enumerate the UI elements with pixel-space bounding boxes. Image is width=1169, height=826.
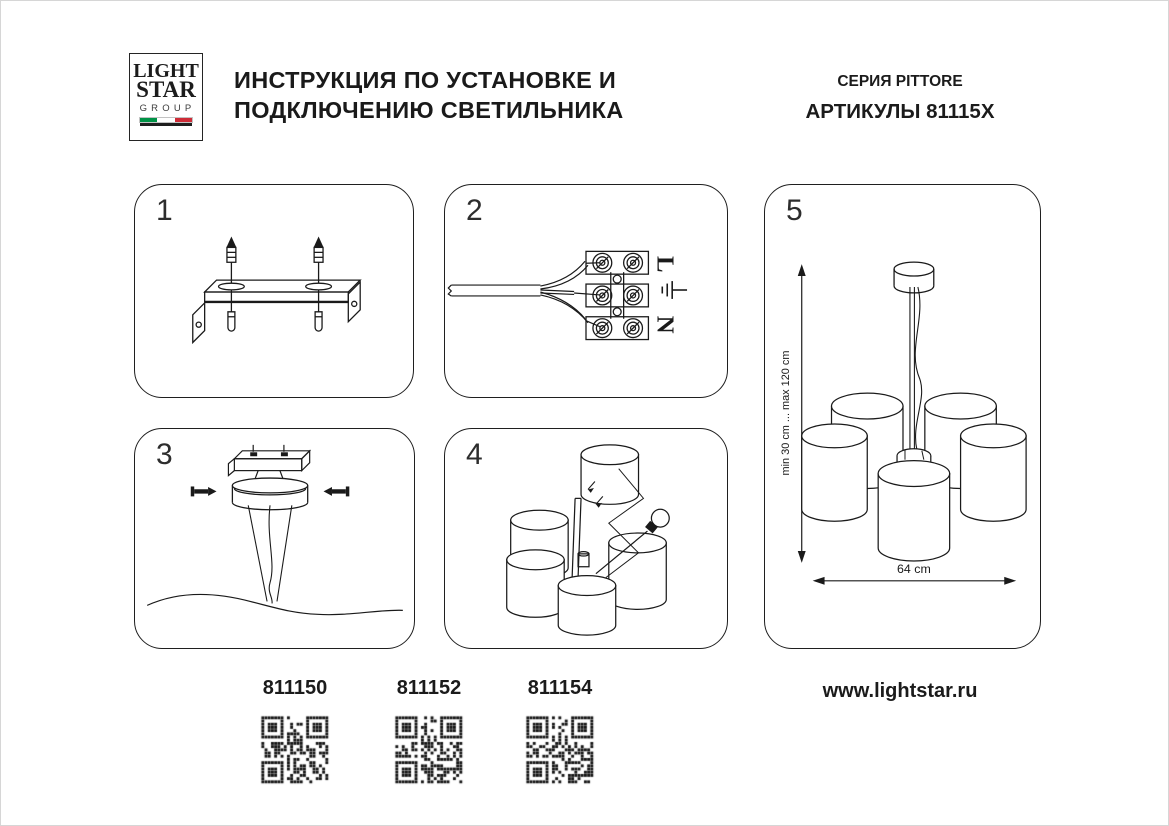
flag-green-segment [140,118,157,122]
height-dimension [780,264,806,563]
logo-word-star: STAR [136,77,196,102]
step-panel-4 [444,428,728,649]
article-code-811152: 811152 [396,677,462,699]
suspension-rod-and-cable [910,287,922,450]
terminal-screws [593,253,643,337]
step-panel-2 [444,184,728,398]
width-label: 64 cm [897,561,931,576]
logo-word-group: GROUP [139,103,196,114]
step-panel-3 [134,428,415,649]
flag-white-segment [157,118,174,122]
height-range-label: min 30 cm ... max 120 cm [779,350,792,476]
page-title [234,65,624,125]
lightstar-logo [129,53,203,141]
logo-underline [140,123,192,126]
step-number: 3 [156,438,173,471]
title-line-1: ИНСТРУКЦИЯ ПО УСТАНОВКЕ И [234,67,617,93]
articles-label: АРТИКУЛЫ 81115X [805,100,995,123]
canopy-fixing-drawing [135,429,414,648]
ceiling-bracket [228,445,309,479]
step-panel-1 [134,184,414,398]
width-dimension [813,562,1017,585]
flag-red-segment [175,118,192,122]
earth-ground-icon [662,281,687,299]
line-label: L [651,255,679,273]
canopy-cup [232,478,307,510]
italian-flag-stripe [140,118,192,122]
step-number: 5 [786,194,803,227]
step-number: 4 [466,438,483,471]
mounting-bracket [193,280,360,342]
series-label: СЕРИЯ PITTORE [837,73,963,90]
logo-word-light: LIGHT [133,60,199,82]
front-shade [558,576,615,635]
series-block [759,73,1041,124]
article-code-811154: 811154 [527,677,593,699]
assembly-drawing [445,429,727,648]
qr-code-2 [392,713,466,787]
wiring-drawing [445,185,727,397]
lamp-break-line [147,594,403,614]
article-code-811150: 811150 [262,677,328,699]
bracket-anchors-drawing [135,185,413,397]
neutral-label: N [651,315,679,334]
website-url: www.lightstar.ru [822,680,978,702]
qr-code-1 [258,713,332,787]
suspension-cords [248,505,292,603]
step-number: 2 [466,194,483,227]
step-panel-5 [764,184,1041,649]
terminal-block [586,251,648,339]
step-number: 1 [156,194,173,227]
title-line-2: ПОДКЛЮЧЕНИЮ СВЕТИЛЬНИКА [234,97,624,123]
supply-cable [448,261,600,326]
qr-code-3 [523,713,597,787]
pendant-dimensions-drawing [765,185,1040,648]
